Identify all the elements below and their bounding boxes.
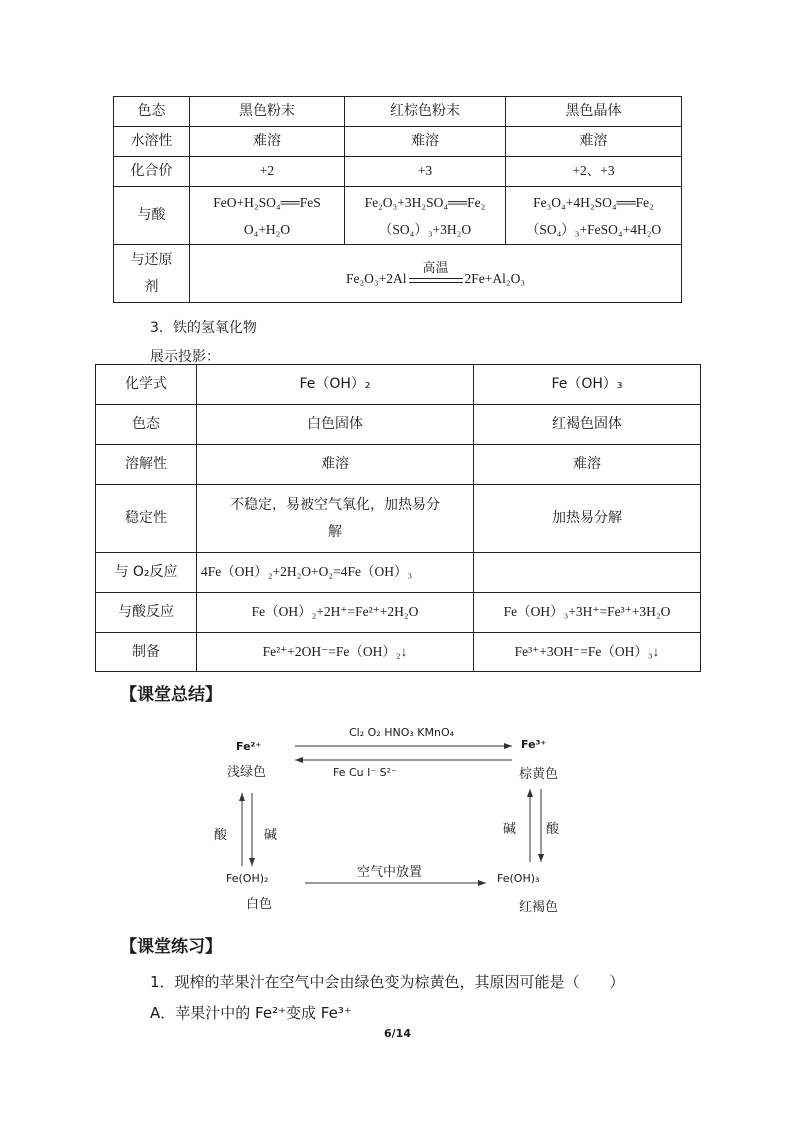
table-cell: 4Fe（OH）₂+2H₂O+O₂=4Fe（OH）₃ bbox=[197, 553, 474, 593]
feoh2-color-label: 白色 bbox=[246, 897, 273, 912]
table-cell: 黑色粉末 bbox=[190, 97, 345, 127]
page-number: 6/14 bbox=[384, 1027, 411, 1040]
label-line: 与还原 bbox=[130, 251, 173, 268]
right-base-label: 碱 bbox=[503, 822, 517, 837]
table-cell: Fe（OH）₃+3H⁺=Fe³⁺+3H₂O bbox=[474, 593, 701, 633]
feoh3-label: Fe(OH)₃ bbox=[497, 872, 540, 885]
air-label: 空气中放置 bbox=[357, 865, 423, 880]
table-cell: 红褐色固体 bbox=[474, 405, 701, 445]
section-title: 3．铁的氢氧化物 bbox=[150, 320, 257, 336]
table-cell: Fe³⁺+3OH⁻=Fe（OH）₃↓ bbox=[474, 633, 701, 672]
column-header: Fe（OH）₂ bbox=[197, 365, 474, 405]
table-cell: +2、+3 bbox=[506, 157, 682, 187]
row-label: 制备 bbox=[96, 633, 197, 672]
table-cell: 难溶 bbox=[197, 445, 474, 485]
row-label: 与酸反应 bbox=[96, 593, 197, 633]
table-cell: +3 bbox=[345, 157, 506, 187]
text-line: 不稳定，易被空气氧化，加热易分 bbox=[230, 496, 440, 513]
equation-left: Fe₂O₃+2Al bbox=[345, 270, 407, 286]
table-cell: 难溶 bbox=[506, 127, 682, 157]
column-header: Fe（OH）₃ bbox=[474, 365, 701, 405]
table-cell: 加热易分解 bbox=[474, 485, 701, 553]
feoh3-color-label: 红褐色 bbox=[519, 900, 559, 915]
left-acid-label: 酸 bbox=[214, 828, 228, 843]
condition-label: 高温 bbox=[422, 261, 449, 276]
table-cell: 红棕色粉末 bbox=[345, 97, 506, 127]
reductants-label: Fe Cu I⁻ S²⁻ bbox=[333, 766, 397, 779]
table-cell: 白色固体 bbox=[197, 405, 474, 445]
row-label: 稳定性 bbox=[96, 485, 197, 553]
equation-line: （SO₄）₃+FeSO₄+4H₂O bbox=[525, 221, 662, 237]
text-line: 解 bbox=[328, 523, 342, 540]
equation-line: Fe₃O₄+4H₂SO₄══Fe₂ bbox=[533, 194, 654, 210]
question-1: 1．现榨的苹果汁在空气中会由绿色变为棕黄色，其原因可能是（ ） bbox=[150, 973, 625, 991]
feoh2-label: Fe(OH)₂ bbox=[226, 872, 269, 885]
summary-heading: 【课堂总结】 bbox=[120, 685, 222, 705]
row-label: 与 O₂反应 bbox=[96, 553, 197, 593]
equation-right: 2Fe+Al₂O₃ bbox=[464, 270, 526, 286]
fe3-ion-label: Fe³⁺ bbox=[521, 738, 547, 751]
practice-heading: 【课堂练习】 bbox=[120, 937, 222, 957]
row-label: 溶解性 bbox=[96, 445, 197, 485]
row-label: 化合价 bbox=[114, 157, 190, 187]
label-line: 剂 bbox=[144, 278, 159, 295]
table-cell: +2 bbox=[190, 157, 345, 187]
left-base-label: 碱 bbox=[264, 828, 278, 843]
row-label: 与酸 bbox=[114, 187, 190, 245]
table-cell: Fe²⁺+2OH⁻=Fe（OH）₂↓ bbox=[197, 633, 474, 672]
row-label: 水溶性 bbox=[114, 127, 190, 157]
equation-line: O₄+H₂O bbox=[243, 221, 291, 237]
row-label: 色态 bbox=[114, 97, 190, 127]
row-label: 色态 bbox=[96, 405, 197, 445]
table-cell: Fe（OH）₂+2H⁺=Fe²⁺+2H₂O bbox=[197, 593, 474, 633]
table-cell: 难溶 bbox=[190, 127, 345, 157]
row-label: 化学式 bbox=[96, 365, 197, 405]
projection-label: 展示投影： bbox=[150, 349, 220, 365]
equation-line: FeO+H₂SO₄══FeS bbox=[213, 194, 321, 210]
table-cell: 黑色晶体 bbox=[506, 97, 682, 127]
fe2-ion-label: Fe²⁺ bbox=[236, 740, 262, 753]
table-cell: 难溶 bbox=[345, 127, 506, 157]
right-acid-label: 酸 bbox=[546, 822, 560, 837]
fe3-color-label: 棕黄色 bbox=[519, 767, 559, 782]
equation-line: Fe₂O₃+3H₂SO₄══Fe₂ bbox=[364, 194, 486, 210]
equation-line: （SO₄）₃+3H₂O bbox=[378, 221, 472, 237]
table-cell: 难溶 bbox=[474, 445, 701, 485]
option-a: A．苹果汁中的 Fe²⁺变成 Fe³⁺ bbox=[150, 1004, 352, 1022]
oxidants-label: Cl₂ O₂ HNO₃ KMnO₄ bbox=[349, 726, 455, 739]
fe2-color-label: 浅绿色 bbox=[227, 765, 267, 780]
